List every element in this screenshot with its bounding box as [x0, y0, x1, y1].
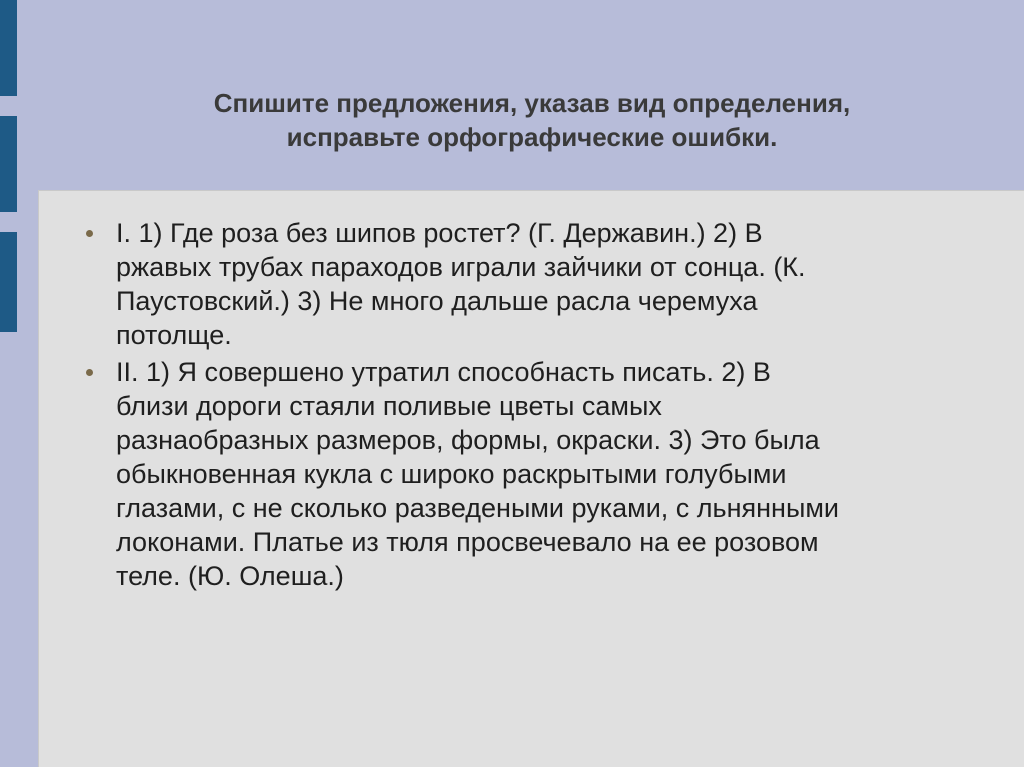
accent-bar: [0, 0, 17, 96]
slide-title: [40, 60, 1024, 180]
bullet-list: [80, 216, 960, 596]
title-line-2: исправьте орфографические ошибки.: [286, 122, 778, 152]
item-line: глазами, с не сколько разведеными руками, с льнянными: [116, 493, 840, 523]
item-line: ржавых трубах параходов играли зайчики от сонца. (К.: [116, 252, 806, 282]
item-line: I. 1) Где роза без шипов ростет? (Г. Державин.) 2) В: [116, 218, 763, 248]
item-line: разнаобразных размеров, формы, окраски. 3) Это была: [116, 425, 820, 455]
list-item: [80, 355, 960, 593]
item-line: Паустовский.) 3) Не много дальше расла черемуха: [116, 286, 758, 316]
list-item: [80, 216, 960, 352]
accent-bar: [0, 232, 17, 332]
title-line-1: Спишите предложения, указав вид определения,: [213, 88, 851, 118]
item-line: локонами. Платье из тюля просвечевало на ее розовом: [116, 527, 819, 557]
bullet-icon: [86, 230, 93, 237]
item-line: теле. (Ю. Олеша.): [116, 561, 344, 591]
item-line: близи дороги стаяли поливые цветы самых: [116, 391, 662, 421]
accent-bar: [0, 116, 17, 212]
item-line: II. 1) Я совершено утратил способнасть писать. 2) В: [116, 357, 771, 387]
bullet-icon: [86, 369, 93, 376]
item-line: потолще.: [116, 320, 232, 350]
item-line: обыкновенная кукла с широко раскрытыми голубыми: [116, 459, 787, 489]
